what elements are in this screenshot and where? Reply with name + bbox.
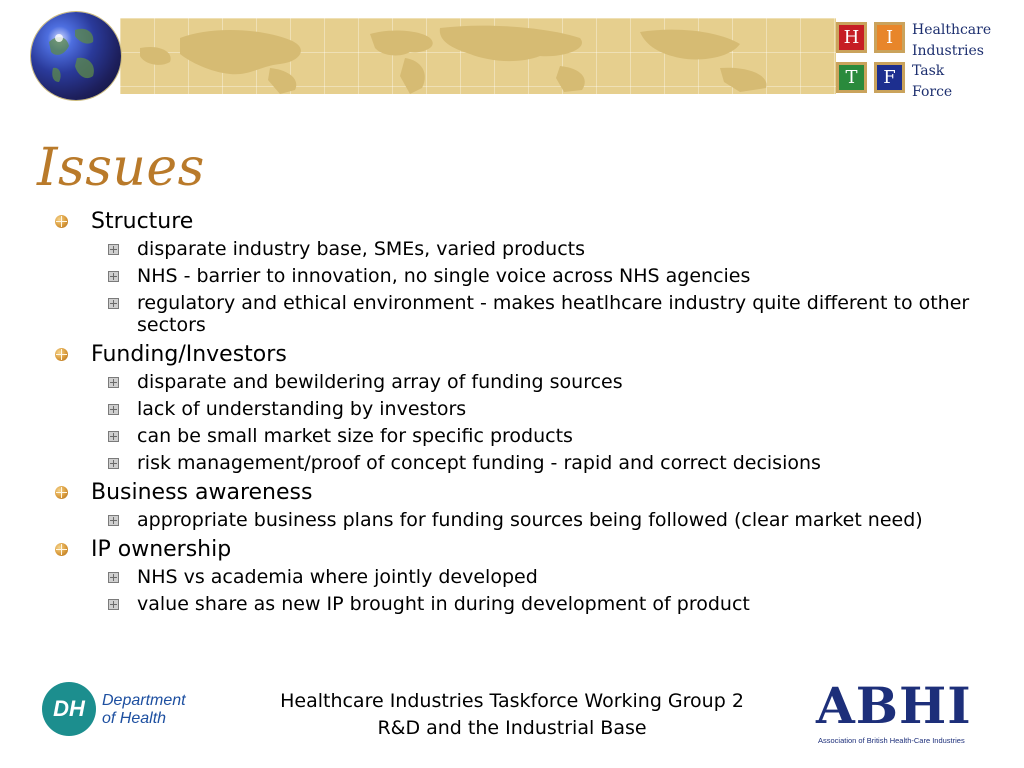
footer-line: R&D and the Industrial Base [377, 717, 647, 739]
hitf-tile-h: H [836, 22, 867, 53]
square-bullet-icon [108, 244, 119, 255]
list-item [55, 238, 985, 260]
hitf-line: Healthcare [912, 22, 992, 38]
section-structure [55, 208, 985, 236]
square-bullet-icon [108, 404, 119, 415]
hitf-line: Industries [912, 42, 984, 59]
list-item-text: disparate and bewildering array of funding sources [137, 371, 623, 393]
dh-badge-icon: DH [42, 682, 96, 736]
hitf-tile-t: T [836, 62, 867, 93]
bullet-list [55, 206, 985, 620]
globe-icon [31, 12, 121, 100]
list-item [55, 292, 985, 336]
list-item [55, 509, 985, 531]
square-bullet-icon [108, 572, 119, 583]
list-item-text: disparate industry base, SMEs, varied products [137, 238, 585, 260]
list-item-text: NHS - barrier to innovation, no single voice across NHS agencies [137, 265, 751, 287]
list-item [55, 593, 985, 615]
square-bullet-icon [108, 377, 119, 388]
square-bullet-icon [108, 599, 119, 610]
section-label: Structure [91, 209, 194, 234]
list-item [55, 265, 985, 287]
section-ip-ownership [55, 536, 985, 564]
list-item [55, 452, 985, 474]
abhi-wordmark: ABHI [816, 676, 972, 735]
list-item-text: regulatory and ethical environment - makes heatlhcare industry quite different to other sectors [137, 292, 970, 336]
section-label: Funding/Investors [91, 342, 287, 367]
hitf-tile-f: F [874, 62, 905, 93]
section-label: IP ownership [91, 537, 232, 562]
dh-line: of Health [102, 710, 167, 727]
list-item [55, 398, 985, 420]
bullet-icon [55, 215, 68, 228]
bullet-icon [55, 486, 68, 499]
list-item-text: appropriate business plans for funding sources being followed (clear market need) [137, 509, 923, 531]
square-bullet-icon [108, 458, 119, 469]
section-business-awareness [55, 479, 985, 507]
list-item [55, 566, 985, 588]
square-bullet-icon [108, 515, 119, 526]
section-label: Business awareness [91, 480, 313, 505]
list-item-text: risk management/proof of concept funding - rapid and correct decisions [137, 452, 821, 474]
hitf-wordmark [912, 20, 991, 102]
sub-list [55, 566, 985, 615]
hitf-line: Task [912, 63, 945, 79]
section-funding [55, 341, 985, 369]
abhi-logo [816, 676, 994, 748]
square-bullet-icon [108, 298, 119, 309]
list-item-text: can be small market size for specific products [137, 425, 573, 447]
list-item [55, 425, 985, 447]
square-bullet-icon [108, 431, 119, 442]
department-of-health-logo [42, 682, 212, 738]
abhi-subtitle: Association of British Health-Care Industries [818, 736, 965, 745]
bullet-icon [55, 543, 68, 556]
hitf-line: Force [912, 83, 953, 100]
list-item-text: value share as new IP brought in during development of product [137, 593, 750, 615]
dh-line: Department [102, 692, 186, 709]
list-item-text: NHS vs academia where jointly developed [137, 566, 538, 588]
list-item [55, 371, 985, 393]
world-map-icon [120, 18, 836, 94]
sub-list [55, 509, 985, 531]
square-bullet-icon [108, 271, 119, 282]
slide-title: Issues [37, 138, 205, 198]
bullet-icon [55, 348, 68, 361]
sub-list [55, 238, 985, 336]
footer-line: Healthcare Industries Taskforce Working Group 2 [280, 690, 744, 712]
dh-wordmark [102, 692, 186, 728]
hitf-tile-i: I [874, 22, 905, 53]
footer-caption [256, 688, 768, 742]
list-item-text: lack of understanding by investors [137, 398, 467, 420]
world-map-banner [120, 18, 836, 94]
sub-list [55, 371, 985, 474]
hitf-logo [836, 20, 996, 100]
